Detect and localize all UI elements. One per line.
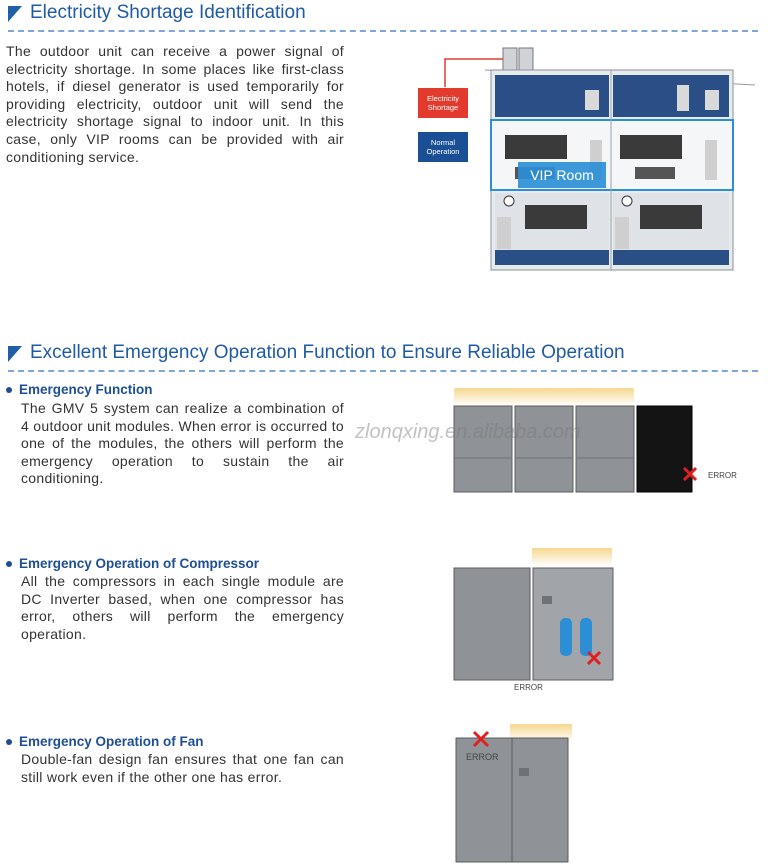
electricity-shortage-badge <box>418 88 468 118</box>
section1-title: Electricity Shortage Identification <box>30 2 306 23</box>
error-label: ERROR <box>466 752 499 762</box>
error-label: ERROR <box>708 471 737 480</box>
divider <box>8 30 758 32</box>
section2-title: Excellent Emergency Operation Function to Ensure Reliable Operation <box>30 342 625 363</box>
fan-heading: Emergency Operation of Fan <box>19 734 204 749</box>
compressor-illustration <box>452 548 617 683</box>
vip-room-label: VIP Room <box>530 167 594 183</box>
normal-label: Normal Operation <box>426 138 460 156</box>
shortage-label: Electricity Shortage <box>426 94 460 112</box>
bullet-icon <box>6 561 12 567</box>
section2-header <box>0 340 768 372</box>
bullet-icon <box>6 387 12 393</box>
bullet-heading <box>6 556 259 571</box>
triangle-icon <box>8 6 22 22</box>
triangle-icon <box>8 346 22 362</box>
emergency-function-heading: Emergency Function <box>19 382 153 397</box>
divider <box>8 370 758 372</box>
watermark: zlonqxing.en.alibaba.com <box>355 421 581 443</box>
bullet-heading <box>6 734 204 749</box>
normal-operation-badge <box>418 132 468 162</box>
section1-body: The outdoor unit can receive a power signal of electricity shortage. In some places like first-class hotels, if diesel generator is used temporarily for providing electricity, outdoor unit will send the electricity shortage signal to indoor unit. In this case, only VIP rooms can be provided with air conditioning service. <box>6 43 344 165</box>
compressor-heading: Emergency Operation of Compressor <box>19 556 260 571</box>
bullet-heading <box>6 382 153 397</box>
bullet-icon <box>6 739 12 745</box>
compressor-body: All the compressors in each single module are DC Inverter based, when one compressor has error, others will perform the emergency operation. <box>21 573 344 642</box>
fan-illustration <box>452 724 577 864</box>
section1-header <box>0 0 768 32</box>
emergency-function-body: The GMV 5 system can realize a combination of 4 outdoor unit modules. When error is occurred to one of the modules, the others will perform the emergency operation to sustain the air conditioning. <box>21 400 344 487</box>
error-label: ERROR <box>514 683 543 692</box>
fan-body: Double-fan design fan ensures that one fan can still work even if the other one has error. <box>21 751 344 785</box>
